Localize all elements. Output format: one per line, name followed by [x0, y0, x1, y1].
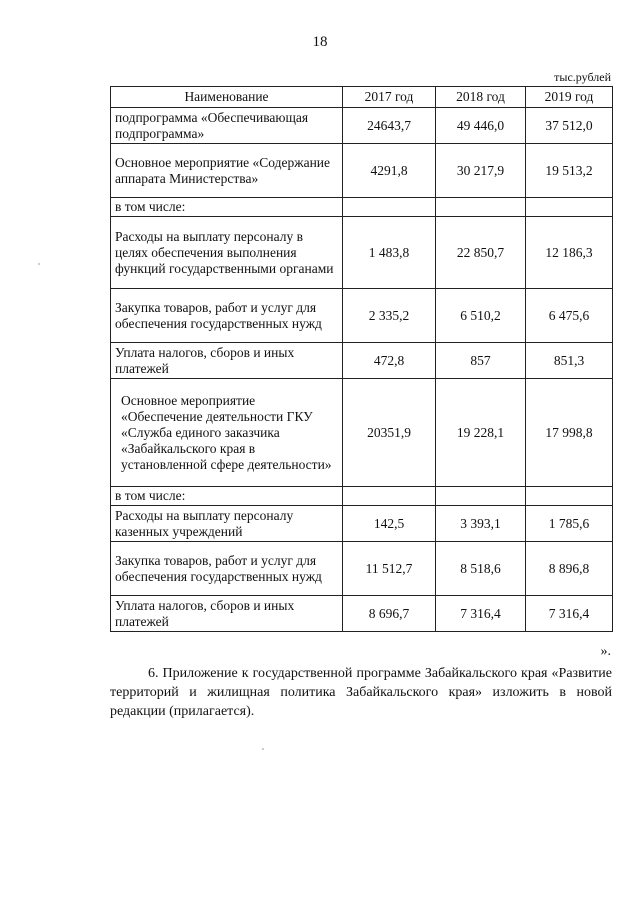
row-value-2017: 20351,9 — [343, 379, 436, 487]
paragraph-item-6: 6. Приложение к государственной программе Забайкальского края «Развитие территорий и жилищная политика Забайкальского края» изложить в новой редакции (прилагается). — [110, 666, 612, 719]
table-row — [111, 542, 613, 596]
row-value-2017: 1 483,8 — [343, 217, 436, 289]
table-row — [111, 343, 613, 379]
row-value-2017: 142,5 — [343, 506, 436, 542]
row-name: Уплата налогов, сборов и иных платежей — [111, 596, 343, 632]
row-name: Закупка товаров, работ и услуг для обеспечения государственных нужд — [111, 289, 343, 343]
table-row — [111, 379, 613, 487]
units-label: тыс.рублей — [554, 70, 611, 84]
table-row — [111, 506, 613, 542]
row-value-2017: 8 696,7 — [343, 596, 436, 632]
row-name: Основное мероприятие «Содержание аппарата Министерства» — [111, 144, 343, 198]
row-value-2017 — [343, 487, 436, 506]
page-number: 18 — [312, 34, 328, 50]
row-value-2019: 1 785,6 — [526, 506, 613, 542]
row-value-2018: 22 850,7 — [436, 217, 526, 289]
table-row — [111, 108, 613, 144]
row-value-2017: 24643,7 — [343, 108, 436, 144]
row-value-2018 — [436, 487, 526, 506]
row-value-2017: 11 512,7 — [343, 542, 436, 596]
row-value-2019: 6 475,6 — [526, 289, 613, 343]
row-value-2018: 49 446,0 — [436, 108, 526, 144]
row-value-2018: 30 217,9 — [436, 144, 526, 198]
table-row — [111, 289, 613, 343]
row-name: Расходы на выплату персоналу в целях обеспечения выполнения функций государственными органами — [111, 217, 343, 289]
row-value-2018: 8 518,6 — [436, 542, 526, 596]
row-value-2019: 8 896,8 — [526, 542, 613, 596]
header-2019: 2019 год — [526, 87, 613, 108]
table-row — [111, 217, 613, 289]
row-name: в том числе: — [111, 487, 343, 506]
scan-speck — [262, 748, 264, 750]
header-name: Наименование — [111, 87, 343, 108]
table-row — [111, 144, 613, 198]
row-value-2018: 6 510,2 — [436, 289, 526, 343]
header-2017: 2017 год — [343, 87, 436, 108]
row-value-2019: 12 186,3 — [526, 217, 613, 289]
row-value-2019: 7 316,4 — [526, 596, 613, 632]
row-value-2018 — [436, 198, 526, 217]
row-name: Расходы на выплату персоналу казенных учреждений — [111, 506, 343, 542]
table-row — [111, 487, 613, 506]
row-value-2017 — [343, 198, 436, 217]
header-2018: 2018 год — [436, 87, 526, 108]
row-value-2018: 857 — [436, 343, 526, 379]
row-value-2019: 19 513,2 — [526, 144, 613, 198]
row-value-2018: 19 228,1 — [436, 379, 526, 487]
row-value-2018: 3 393,1 — [436, 506, 526, 542]
row-value-2019: 17 998,8 — [526, 379, 613, 487]
table-row — [111, 596, 613, 632]
row-name: подпрограмма «Обеспечивающая подпрограмма» — [111, 108, 343, 144]
scan-speck — [38, 263, 40, 265]
row-value-2017: 472,8 — [343, 343, 436, 379]
table-row — [111, 198, 613, 217]
row-value-2019: 37 512,0 — [526, 108, 613, 144]
budget-table — [110, 86, 613, 632]
row-value-2019 — [526, 198, 613, 217]
row-value-2017: 4291,8 — [343, 144, 436, 198]
table-header-row — [111, 87, 613, 108]
row-value-2018: 7 316,4 — [436, 596, 526, 632]
row-value-2019 — [526, 487, 613, 506]
row-value-2019: 851,3 — [526, 343, 613, 379]
closing-quote: ». — [600, 644, 611, 659]
row-value-2017: 2 335,2 — [343, 289, 436, 343]
row-name: в том числе: — [111, 198, 343, 217]
row-name: Основное мероприятие «Обеспечение деятельности ГКУ «Служба единого заказчика «Забайкальского края в установленной сфере деятельности» — [111, 379, 343, 487]
row-name: Закупка товаров, работ и услуг для обеспечения государственных нужд — [111, 542, 343, 596]
row-name: Уплата налогов, сборов и иных платежей — [111, 343, 343, 379]
